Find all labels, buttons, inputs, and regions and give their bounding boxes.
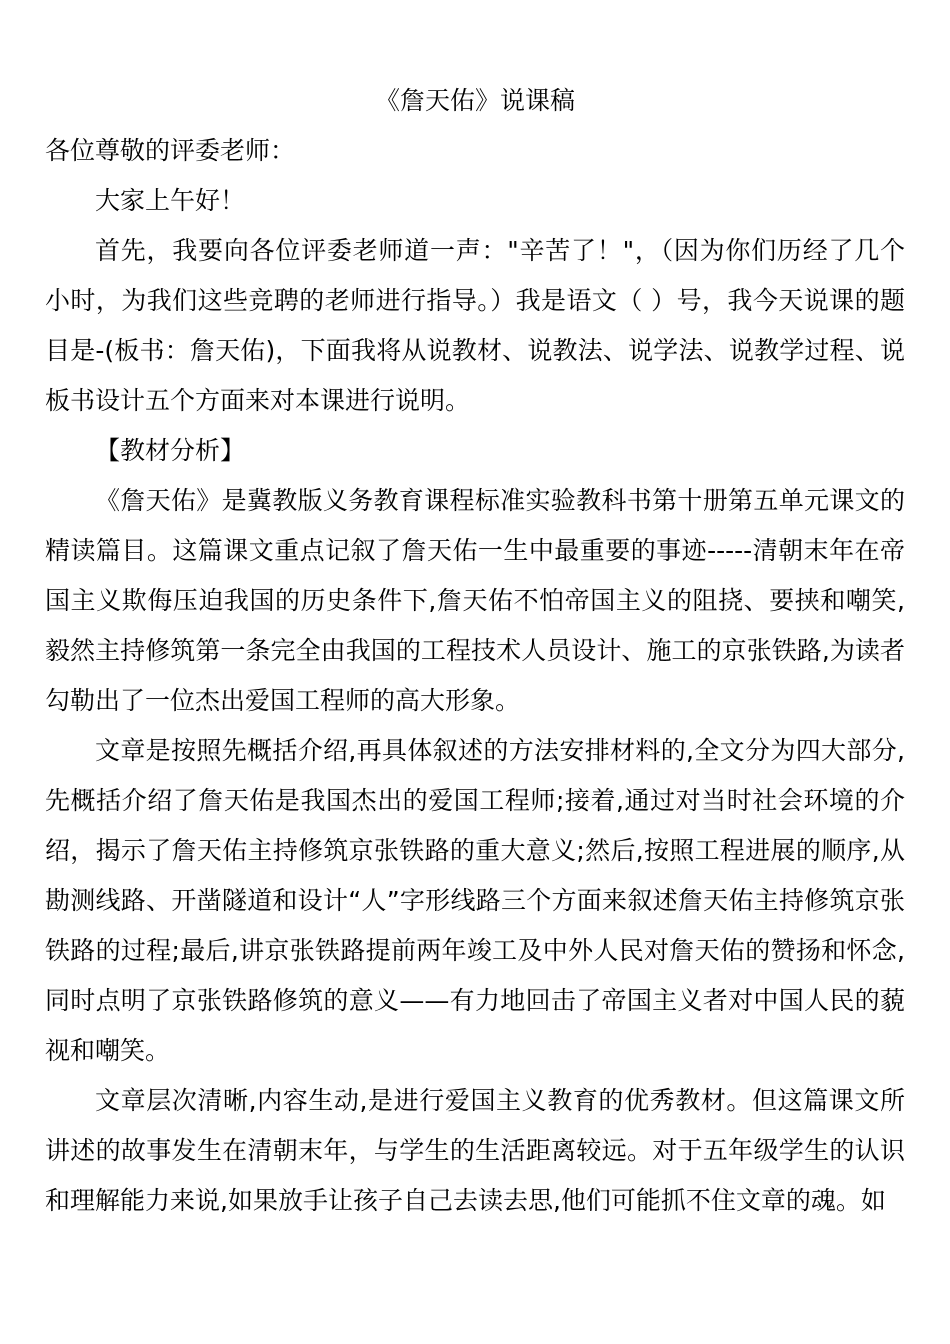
paragraph-intro: 首先，我要向各位评委老师道一声："辛苦了！"，（因为你们历经了几个小时，为我们这些竞聘的老师进行指导。）我是语文（ ）号，我今天说课的题目是-(板书：詹天佑)，下面我将从说教材、说教法、说学法、说教学过程、说板书设计五个方面来对本课进行说明。 bbox=[45, 236, 905, 415]
salutation: 各位尊敬的评委老师： bbox=[45, 136, 296, 165]
document-title: 《詹天佑》说课稿 bbox=[374, 86, 575, 115]
document-page bbox=[45, 76, 905, 1226]
section-heading-textbook-analysis: 【教材分析】 bbox=[95, 436, 246, 465]
paragraph-structure: 文章是按照先概括介绍,再具体叙述的方法安排材料的,全文分为四大部分,先概括介绍了詹天佑是我国杰出的爱国工程师;接着,通过对当时社会环境的介绍，揭示了詹天佑主持修筑京张铁路的重大意义;然后,按照工程进展的顺序,从勘测线路、开凿隧道和设计“人”字形线路三个方面来叙述詹天佑主持修筑京张铁路的过程;最后,讲京张铁路提前两年竣工及中外人民对詹天佑的赞扬和怀念,同时点明了京张铁路修筑的意义——有力地回击了帝国主义者对中国人民的藐视和嘲笑。 bbox=[45, 736, 905, 1065]
greeting: 大家上午好！ bbox=[95, 186, 246, 215]
paragraph-textbook-analysis: 《詹天佑》是冀教版义务教育课程标准实验教科书第十册第五单元课文的精读篇目。这篇课文重点记叙了詹天佑一生中最重要的事迹-----清朝末年在帝国主义欺侮压迫我国的历史条件下,詹天佑不怕帝国主义的阻挠、要挟和嘲笑,毅然主持修筑第一条完全由我国的工程技术人员设计、施工的京张铁路,为读者勾勒出了一位杰出爱国工程师的高大形象。 bbox=[45, 486, 905, 715]
paragraph-evaluation: 文章层次清晰,内容生动,是进行爱国主义教育的优秀教材。但这篇课文所讲述的故事发生在清朝末年，与学生的生活距离较远。对于五年级学生的认识和理解能力来说,如果放手让孩子自己去读去思,他们可能抓不住文章的魂。如 bbox=[45, 1086, 905, 1215]
